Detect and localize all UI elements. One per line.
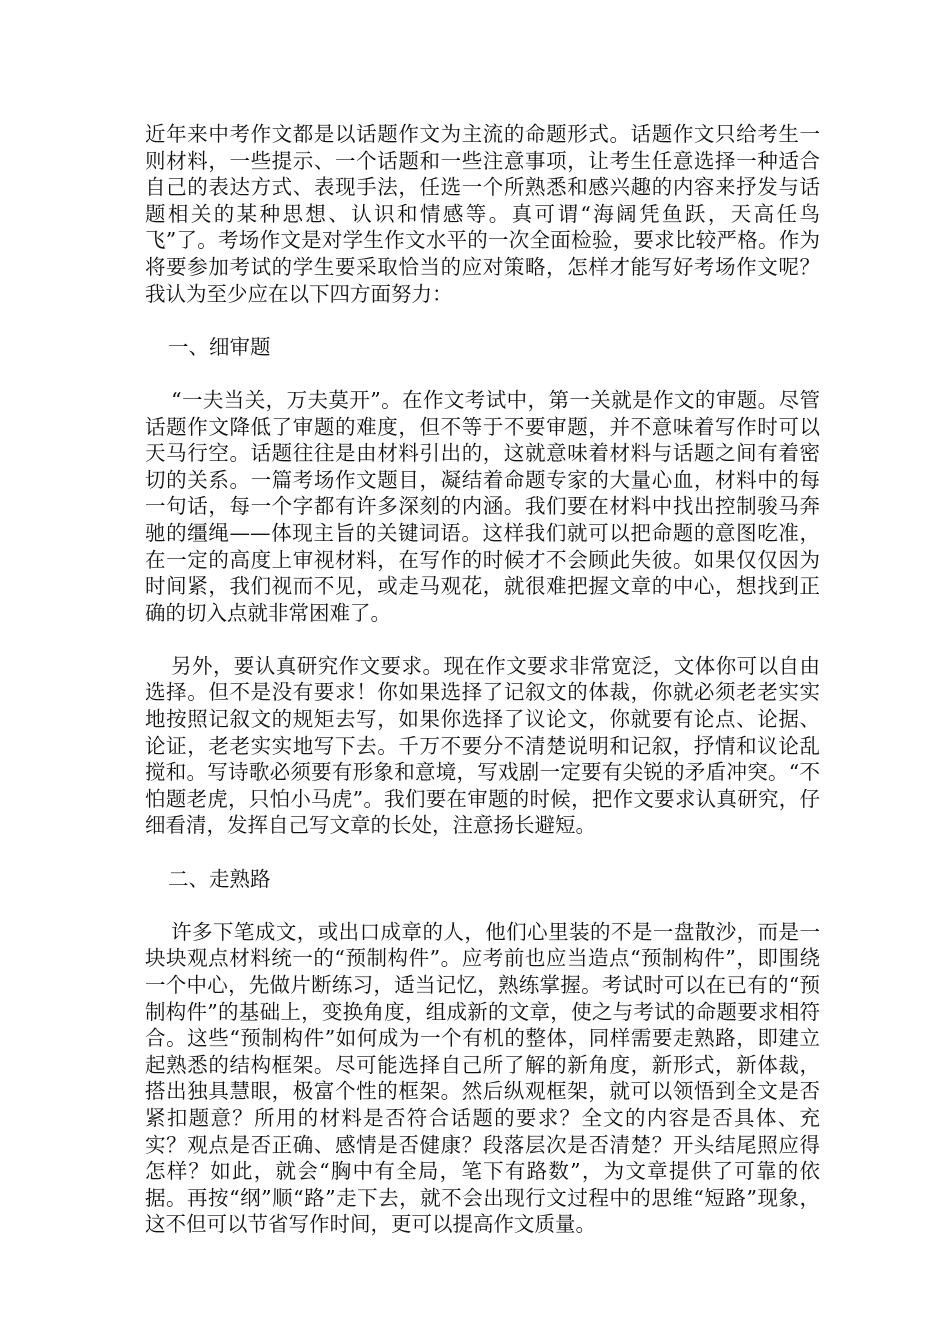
- intro-paragraph: 近年来中考作文都是以话题作文为主流的命题形式。话题作文只给考生一则材料，一些提示、一个话题和一些注意事项，让考生任意选择一种适合自己的表达方式、表现手法，任选一个所熟悉和感兴趣的内容来抒发与话题相关的某种思想、认识和情感等。真可谓“海阔凭鱼跃，天高任鸟飞”了。考场作文是对学生作文水平的一次全面检验，要求比较严格。作为将要参加考试的学生要采取恰当的应对策略，怎样才能写好考场作文呢？我认为至少应在以下四方面努力：: [145, 122, 820, 306]
- document-page: [145, 121, 820, 1238]
- section-heading-1: 一、细审题: [168, 334, 271, 359]
- section1-paragraph-2: 另外，要认真研究作文要求。现在作文要求非常宽泛，文体你可以自由选择。但不是没有要求！你如果选择了记叙文的体裁，你就必须老老实实地按照记叙文的规矩去写，如果你选择了议论文，你就要有论点、论据、论证，老老实实地写下去。千万不要分不清楚说明和记叙，抒情和议论乱搅和。写诗歌必须要有形象和意境，写戏剧一定要有尖锐的矛盾冲突。“不怕题老虎，只怕小马虎”。我们要在审题的时候，把作文要求认真研究，仔细看清，发挥自己写文章的长处，注意扬长避短。: [145, 653, 820, 838]
- section-heading-2: 二、走熟路: [168, 866, 271, 891]
- section1-paragraph-1: “一夫当关，万夫莫开”。在作文考试中，第一关就是作文的审题。尽管话题作文降低了审题的难度，但不等于不要审题，并不意味着写作时可以天马行空。话题往往是由材料引出的，这就意味着材料与话题之间有着密切的关系。一篇考场作文题目，凝结着命题专家的大量心血，材料中的每一句话，每一个字都有许多深刻的内涵。我们要在材料中找出控制骏马奔驰的缰绳——体现主旨的关键词语。这样我们就可以把命题的意图吃准，在一定的高度上审视材料，在写作的时候才不会顾此失彼。如果仅仅因为时间紧，我们视而不见，或走马观花，就很难把握文章的中心，想找到正确的切入点就非常困难了。: [145, 387, 820, 625]
- section2-paragraph-1: 许多下笔成文，或出口成章的人，他们心里装的不是一盘散沙，而是一块块观点材料统一的“预制构件”。应考前也应当造点“预制构件”，即围绕一个中心，先做片断练习，适当记忆，熟练掌握。考试时可以在已有的“预制构件”的基础上，变换角度，组成新的文章，使之与考试的命题要求相符合。这些“预制构件”如何成为一个有机的整体，同样需要走熟路，即建立起熟悉的结构框架。尽可能选择自己所了解的新角度，新形式，新体裁，搭出独具慧眼，极富个性的框架。然后纵观框架，就可以领悟到全文是否紧扣题意？所用的材料是否符合话题的要求？全文的内容是否具体、充实？观点是否正确、感情是否健康？段落层次是否清楚？开头结尾照应得怎样？如此，就会“胸中有全局，笔下有路数”，为文章提供了可靠的依据。再按“纲”顺“路”走下去，就不会出现行文过程中的思维“短路”现象，这不但可以节省写作时间，更可以提高作文质量。: [145, 919, 820, 1237]
